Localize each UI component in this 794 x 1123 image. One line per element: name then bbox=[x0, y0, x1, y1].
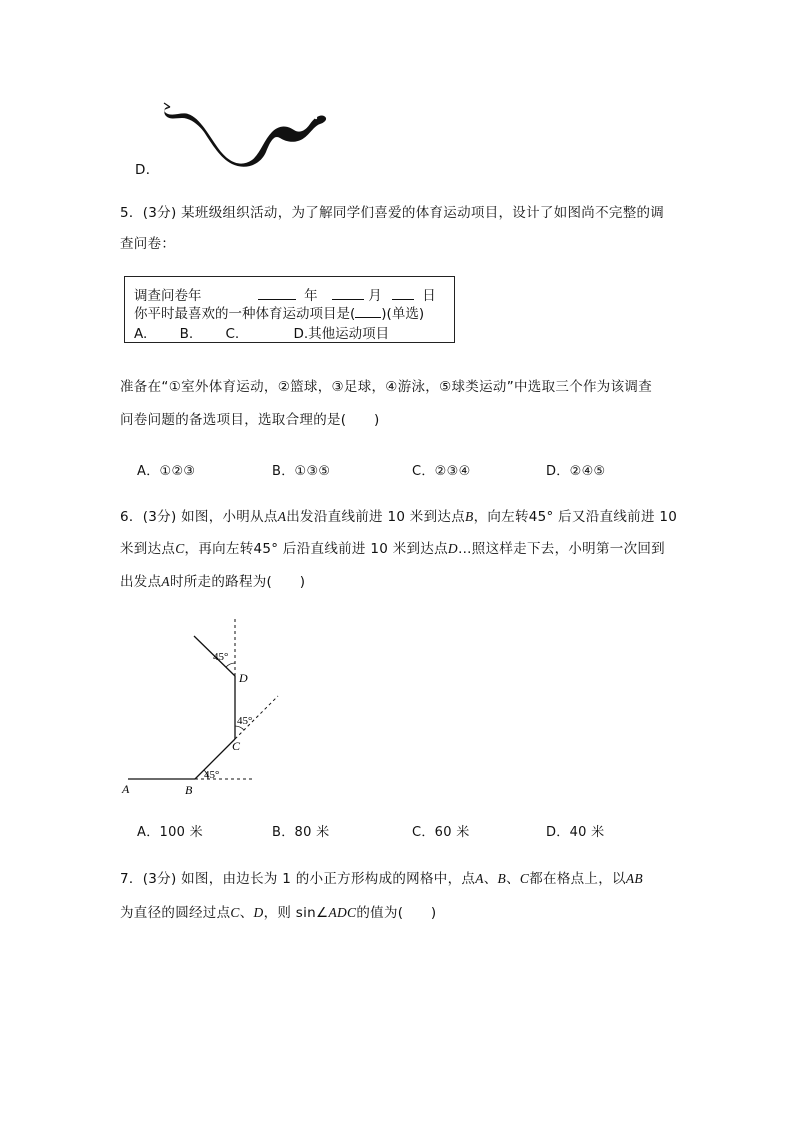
q6-stem-line1: 6．(3分) 如图，小明从点A出发沿直线前进 10 米到达点B，向左转45° 后又沿直线前进 10 bbox=[120, 509, 678, 525]
q5-prompt-line2: 问卷问题的备选项目，选取合理的是( ) bbox=[120, 412, 380, 428]
q5-option-a[interactable]: A．①②③ bbox=[137, 464, 196, 479]
survey-options-row bbox=[134, 322, 389, 342]
q7-point-a: A bbox=[475, 871, 484, 886]
q7-point-b: B bbox=[497, 871, 507, 886]
point-d: D bbox=[447, 541, 458, 556]
q7-point-d: D bbox=[253, 905, 264, 920]
q7-point-c: C bbox=[519, 871, 530, 886]
survey-title: 调查问卷年 bbox=[134, 288, 202, 304]
survey-opt-c: C. bbox=[225, 326, 240, 342]
point-c: C bbox=[175, 541, 185, 556]
survey-day: 日 bbox=[422, 288, 436, 304]
q6-path-figure bbox=[118, 612, 288, 800]
snake-figure bbox=[160, 98, 330, 170]
survey-answer-blank bbox=[355, 305, 381, 318]
q5-stem-line2: 查问卷： bbox=[120, 236, 176, 252]
angle-label-c: 45° bbox=[237, 715, 253, 727]
survey-box bbox=[124, 276, 455, 343]
q5-option-d[interactable]: D．②④⑤ bbox=[546, 464, 606, 479]
q6-option-b[interactable]: B．80 米 bbox=[272, 825, 330, 840]
q5-stem-line1: 5．(3分) 某班级组织活动，为了解同学们喜爱的体育运动项目，设计了如图尚不完整的调 bbox=[120, 205, 665, 221]
q6-stem-line2: 米到达点C，再向左转45° 后沿直线前进 10 米到达点D…照这样走下去，小明第一次回到 bbox=[120, 541, 665, 557]
point-a-2: A bbox=[161, 574, 170, 589]
figure-label-b: B bbox=[185, 783, 193, 797]
q6-option-a[interactable]: A．100 米 bbox=[137, 825, 203, 840]
figure-label-c: C bbox=[232, 739, 241, 753]
survey-opt-a: A. bbox=[134, 326, 148, 342]
q7-angle-adc: ADC bbox=[328, 905, 357, 920]
survey-question-end: )(单选) bbox=[381, 306, 425, 322]
q7-stem-line2: 为直径的圆经过点C、D，则 sin∠ADC的值为( ) bbox=[120, 905, 437, 921]
q5-prompt-line1: 准备在“①室外体育运动，②篮球，③足球，④游泳，⑤球类运动”中选取三个作为该调查 bbox=[120, 379, 652, 395]
q7-segment-ab: AB bbox=[625, 871, 643, 886]
q6-stem-line3: 出发点A时所走的路程为( ) bbox=[120, 574, 306, 590]
q5-option-b[interactable]: B．①③⑤ bbox=[272, 464, 331, 479]
survey-month-blank bbox=[332, 287, 364, 300]
q7-stem-line1: 7．(3分) 如图，由边长为 1 的小正方形构成的网格中，点A、B、C都在格点上，以AB bbox=[120, 871, 643, 887]
survey-year: 年 bbox=[304, 288, 318, 304]
q6-option-d[interactable]: D．40 米 bbox=[546, 825, 605, 840]
survey-title-row bbox=[134, 284, 436, 304]
survey-opt-d: D.其他运动项目 bbox=[293, 326, 390, 342]
point-a: A bbox=[277, 509, 287, 524]
survey-year-blank bbox=[258, 287, 296, 300]
survey-question-row bbox=[134, 302, 424, 322]
survey-day-blank bbox=[392, 287, 414, 300]
q4-option-d bbox=[135, 98, 335, 178]
angle-label-b: 45° bbox=[204, 769, 220, 781]
q4-option-d-label: D． bbox=[135, 162, 160, 178]
q5-option-c[interactable]: C．②③④ bbox=[412, 464, 471, 479]
figure-label-a: A bbox=[122, 782, 130, 796]
survey-opt-b: B. bbox=[179, 326, 194, 342]
q6-option-c[interactable]: C．60 米 bbox=[412, 825, 470, 840]
survey-question: 你平时最喜欢的一种体育运动项目是( bbox=[134, 306, 356, 322]
q7-point-c-2: C bbox=[230, 905, 240, 920]
point-b: B bbox=[465, 509, 474, 524]
angle-label-d: 45° bbox=[213, 651, 229, 663]
figure-label-d: D bbox=[239, 671, 248, 685]
survey-month: 月 bbox=[368, 288, 382, 304]
